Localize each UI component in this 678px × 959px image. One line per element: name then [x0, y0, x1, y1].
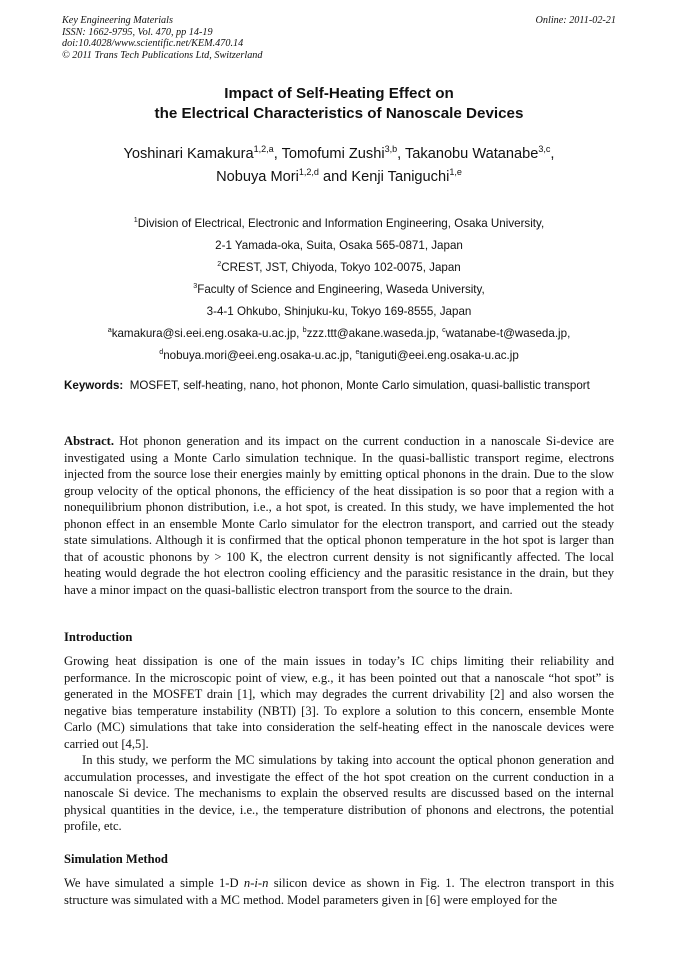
abstract-text: Hot phonon generation and its impact on the current conduction in a nanoscale Si-device are investigated using a Monte Carlo simulation technique. In the quasi-ballistic transport regime, electrons injected from the source lose their energies mainly by emitting optical phonons in the drain. Due to the slow group velocity of the optical phonons, the efficiency of the heat dissipation is so poor that a region with a nonequilibrium phonon distribution, i.e., a hot spot, is created. In this study, we have implemented the hot phonon effect in an ensemble Monte Carlo simulator for the electron transport, and carried out the steady state simulations. Although it is confirmed that the optical phonon temperature in the hot spot is larger than that of acoustic phonons by > 100 K, the electron current density is not significantly affected. The local heating would degrade the hot electron cooling efficiency and the parasitic resistance in the drain, but they have a minor impact on the quasi-ballistic electron transport from the source to the drain. [64, 434, 614, 597]
affiliations [0, 213, 678, 367]
author-separator: , [550, 146, 555, 162]
author-name: Kenji Taniguchi [351, 168, 450, 185]
author-line-1 [0, 143, 678, 166]
affiliation-text: CREST, JST, Chiyoda, Tokyo 102-0075, Japan [221, 261, 461, 274]
introduction-paragraph-1: Growing heat dissipation is one of the main issues in today’s IC chips limiting their reliability and performance. In the microscopic point of view, e.g., it has been pointed out that a nanoscale “hot spot” is generated in the MOSFET drain [1], which may degrades the current drivability [2] and also worsen the negative bias temperature instability (NBTI) [3]. To explore a solution to this concern, ensemble Monte Carlo (MC) simulations that take into consideration the self-heating effect in the nanoscale devices were carried out [4,5]. [64, 654, 614, 751]
email-sup-d: d [159, 347, 164, 357]
author-affil-sup: 1,2,d [298, 166, 319, 177]
keywords-text: MOSFET, self-heating, nano, hot phonon, Monte Carlo simulation, quasi-ballistic transport [129, 379, 590, 392]
affiliation-line [0, 257, 678, 279]
author-affil-sup: 1,e [449, 166, 462, 177]
email-sup-c: c [442, 325, 446, 335]
keywords [64, 378, 614, 393]
email-c[interactable]: watanabe-t@waseda.jp, [445, 327, 571, 340]
email-line-2 [0, 345, 678, 367]
introduction-paragraph-2: In this study, we perform the MC simulations by taking into account the optical phonon generation and accumulation processes, and investigate the effect of the hot spot creation on the current conduction in a nanoscale Si device. The mechanisms to explain the observed results are discussed based on the internal physical quantities in the device, i.e., the temperature distribution of phonons and electrons, the potential profile, etc. [64, 753, 614, 833]
introduction-heading: Introduction [64, 630, 133, 644]
issn-line: ISSN: 1662-9795, Vol. 470, pp 14-19 [62, 26, 213, 38]
simulation-text-a: We have simulated a simple 1-D [64, 876, 244, 890]
simulation-device-type: n-i-n [243, 876, 269, 890]
author-line-2 [0, 166, 678, 189]
journal-header [62, 15, 616, 61]
abstract-label: Abstract. [64, 434, 115, 448]
affiliation-sup: 3 [193, 281, 198, 291]
author-affil-sup: 3,b [384, 144, 398, 155]
email-sup-b: b [302, 325, 307, 335]
author-separator: and [318, 168, 352, 185]
paper-title [0, 84, 678, 123]
title-line-1: Impact of Self-Heating Effect on [224, 85, 454, 102]
title-line-2: the Electrical Characteristics of Nanoscale Devices [154, 104, 524, 122]
affiliation-text: 3-4-1 Ohkubo, Shinjuku-ku, Tokyo 169-8555, Japan [206, 305, 472, 318]
doi-line: doi:10.4028/www.scientific.net/KEM.470.14 [62, 38, 244, 50]
affiliation-line [0, 235, 678, 257]
email-sup-e: e [355, 347, 360, 357]
author-separator: , [397, 146, 405, 162]
affiliation-sup: 1 [133, 215, 138, 225]
affiliation-text: Division of Electrical, Electronic and Information Engineering, Osaka University, [137, 217, 545, 230]
copyright-line: © 2011 Trans Tech Publications Ltd, Switzerland [62, 49, 263, 61]
author-name: Tomofumi Zushi [281, 146, 385, 162]
keywords-label: Keywords: [64, 379, 124, 392]
author-separator: , [273, 146, 282, 162]
affiliation-line [0, 301, 678, 323]
abstract [64, 433, 614, 598]
affiliation-sup: 2 [217, 259, 222, 269]
author-name: Nobuya Mori [216, 168, 299, 185]
email-line-1 [0, 323, 678, 345]
author-name: Takanobu Watanabe [405, 146, 539, 162]
email-e[interactable]: taniguti@eei.eng.osaka-u.ac.jp [359, 349, 519, 362]
affiliation-line [0, 279, 678, 301]
simulation-paragraph [64, 875, 614, 908]
author-affil-sup: 3,c [538, 144, 551, 155]
email-sup-a: a [107, 325, 112, 335]
author-affil-sup: 1,2,a [253, 144, 274, 155]
simulation-text-b: silicon device as shown in Fig. 1. The electron transport in this structure was simulated with a MC method. Model parameters given in [6] were employed for the [64, 876, 614, 907]
online-date: Online: 2011-02-21 [535, 15, 616, 26]
email-d[interactable]: nobuya.mori@eei.eng.osaka-u.ac.jp, [163, 349, 353, 362]
email-b[interactable]: zzz.ttt@akane.waseda.jp, [306, 327, 439, 340]
journal-name: Key Engineering Materials [62, 15, 173, 26]
author-name: Yoshinari Kamakura [123, 146, 254, 162]
affiliation-text: Faculty of Science and Engineering, Waseda University, [197, 283, 485, 296]
author-list [0, 143, 678, 188]
email-a[interactable]: kamakura@si.eei.eng.osaka-u.ac.jp, [111, 327, 300, 340]
simulation-heading: Simulation Method [64, 852, 168, 866]
affiliation-text: 2-1 Yamada-oka, Suita, Osaka 565-0871, Japan [215, 239, 463, 252]
affiliation-line [0, 213, 678, 235]
